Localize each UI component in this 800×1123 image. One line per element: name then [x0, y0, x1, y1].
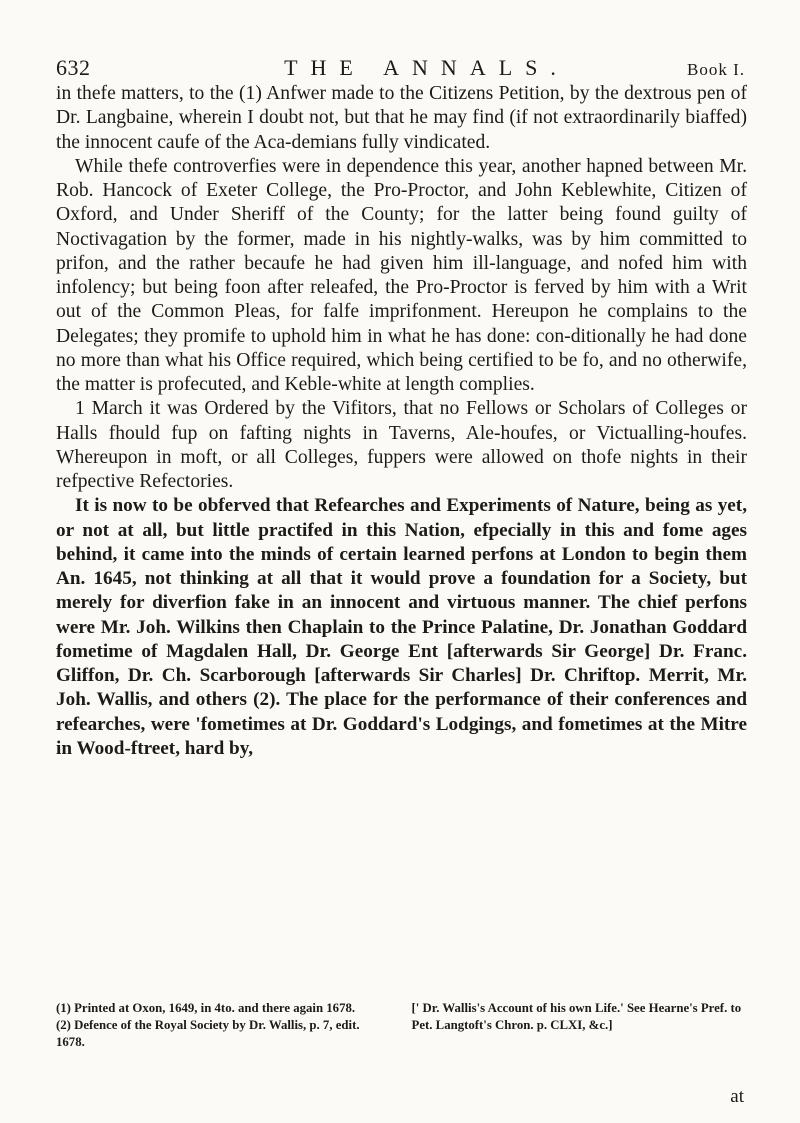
paragraph: It is now to be obferved that Refearches and Experiments of Nature, being as yet, or not at all, but little practifed in this Nation, efpecially in this and fome ages behind, it came into the minds of certain learned perfons at London to begin them An. 1645, not thinking at all that it would prove a foundation for a Society, but merely for diverfion fake in an innocent and virtuous manner. The chief perfons were Mr. Joh. Wilkins then Chaplain to the Prince Palatine, Dr. Jonathan Goddard fometime of Magdalen Hall, Dr. George Ent [afterwards Sir George] Dr. Franc. Gliffon, Dr. Ch. Scarborough [afterwards Sir Charles] Dr. Chriftop. Merrit, Mr. Joh. Wallis, and others (2). The place for the performance of their conferences and refearches, were 'fometimes at Dr. Goddard's Lodgings, and fometimes at the Mitre in Wood-ftreet, hard by, [56, 495, 747, 759]
footnotes [56, 1000, 747, 1051]
book-label: Book I. [687, 60, 745, 79]
body-text [56, 82, 747, 761]
page-header [56, 55, 745, 85]
footnote: (2) Defence of the Royal Society by Dr. Wallis, p. 7, edit. 1678. [56, 1018, 360, 1049]
running-title: THE ANNALS. [284, 55, 569, 80]
paragraph: While thefe controverfies were in dependence this year, another hapned between Mr. Rob. Hancock of Exeter College, the Pro-Proctor, and John Keblewhite, Citizen of Oxford, and Under Sheriff of the County; for the latter being found guilty of Noctivagation by the former, made in his nightly-walks, was by him committed to prifon, and the rather becaufe he had given him ill-language, and nofed him with infolency; but being foon after releafed, the Pro-Proctor is ferved by him with a Writ out of the Common Pleas, for falfe imprifonment. Hereupon he complains to the Delegates; they promife to uphold him in what he has done: con-ditionally he had done no more than what his Office required, which being certified to be fo, and no otherwife, the matter is profecuted, and Keble-white at length complies. [56, 155, 747, 395]
footnotes-left-column [56, 1000, 392, 1051]
paragraph: in thefe matters, to the (1) Anfwer made to the Citizens Petition, by the dextrous pen of Dr. Langbaine, wherein I doubt not, but that he may find (if not extraordinarily biaffed) the innocent caufe of the Aca-demians fully vindicated. [56, 83, 747, 153]
footnote: (1) Printed at Oxon, 1649, in 4to. and there again 1678. [56, 1001, 356, 1015]
footnote: [' Dr. Wallis's Account of his own Life.' See Hearne's Pref. to Pet. Langtoft's Chron. p. CLXI, &c.] [411, 1001, 742, 1032]
footnotes-right-column [412, 1000, 748, 1051]
catchword: at [730, 1086, 744, 1107]
paragraph: 1 March it was Ordered by the Vifitors, that no Fellows or Scholars of Colleges or Halls fhould fup on fafting nights in Taverns, Ale-houfes, or Victualling-houfes. Whereupon in moft, or all Colleges, fuppers were allowed on thofe nights in their refpective Refectories. [56, 398, 747, 492]
page-number: 632 [56, 55, 91, 80]
